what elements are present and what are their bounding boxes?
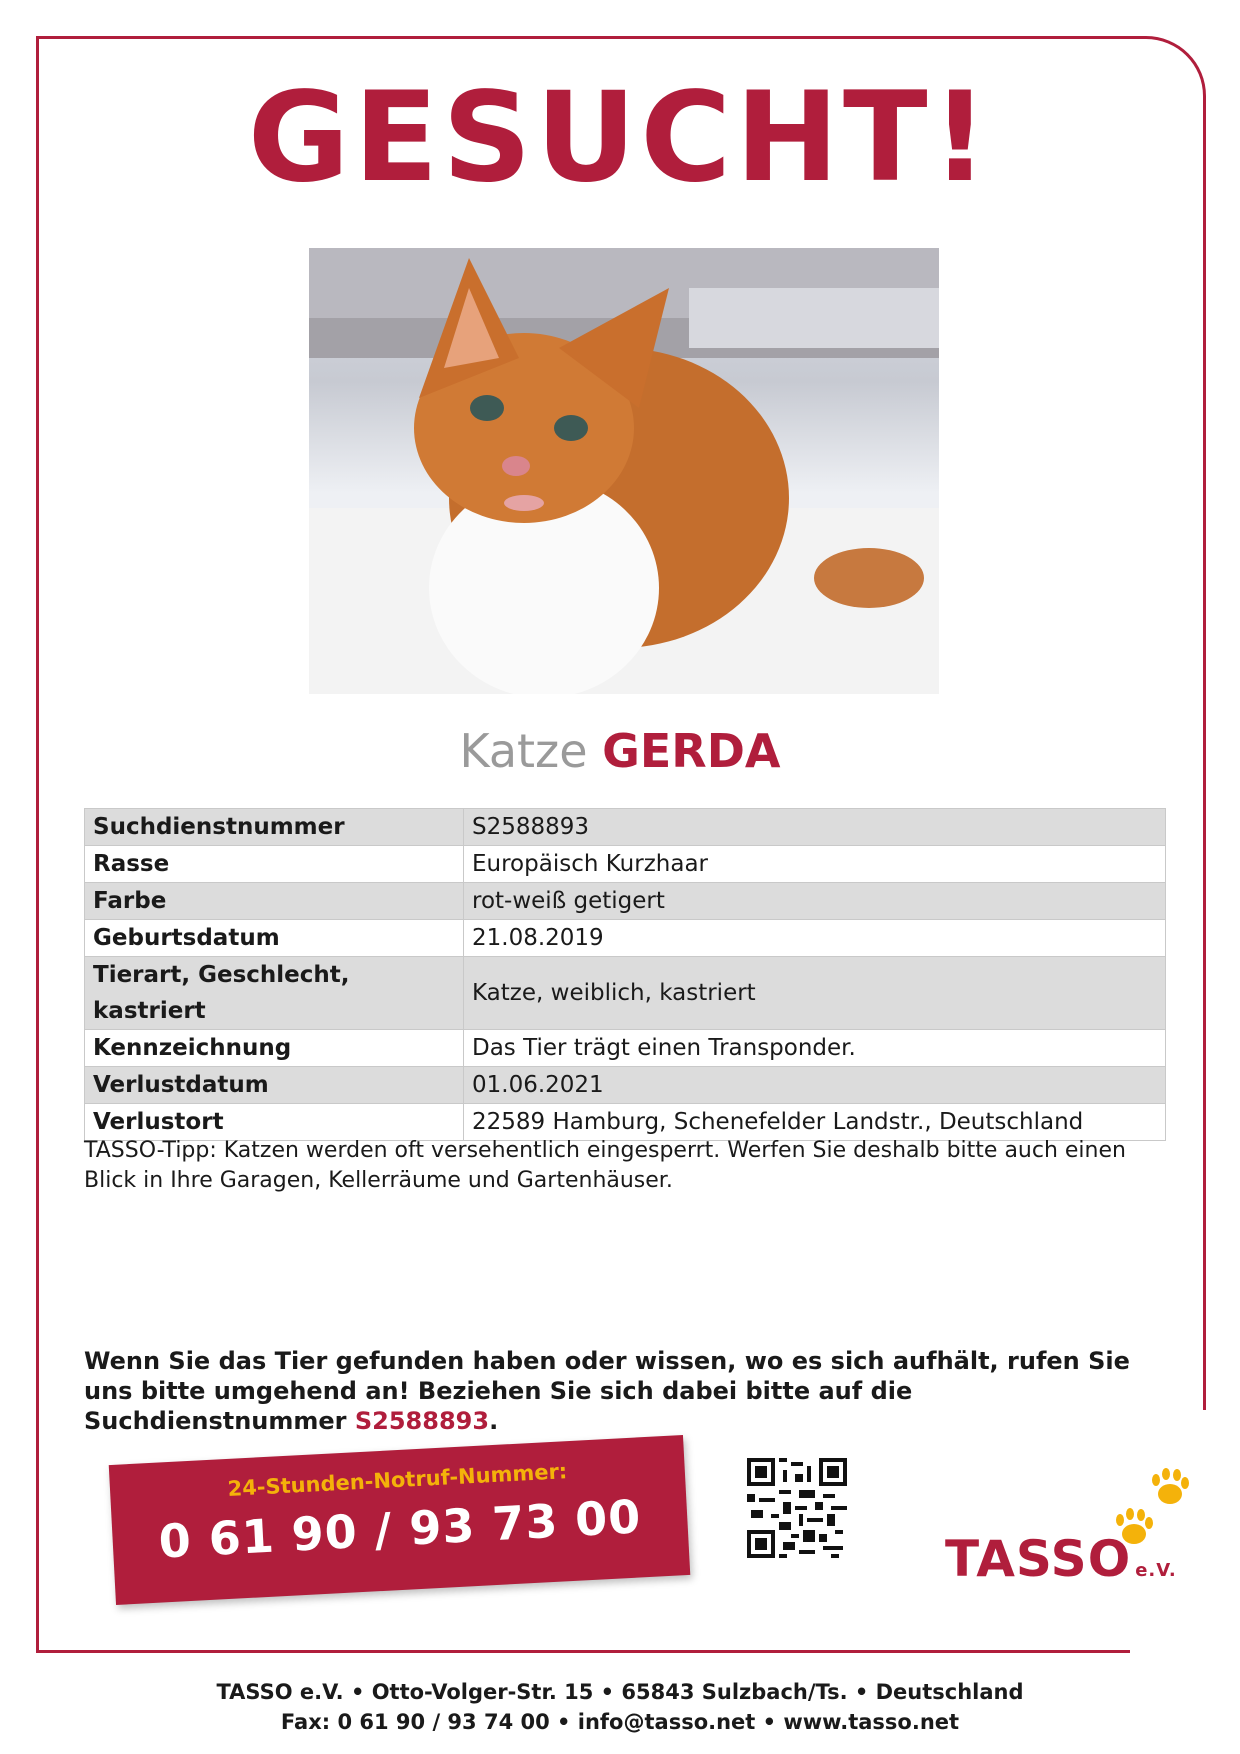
row-label: Kennzeichnung: [85, 1030, 464, 1067]
frame-gap: [1200, 1410, 1212, 1660]
row-value: S2588893: [464, 809, 1166, 846]
row-label: Tierart, Geschlecht, kastriert: [85, 957, 464, 1030]
hotline-label: 24-Stunden-Notruf-Nummer:: [226, 1459, 568, 1501]
row-value: Das Tier trägt einen Transponder.: [464, 1030, 1166, 1067]
table-row: [85, 846, 1166, 883]
table-row: [85, 920, 1166, 957]
row-label: Rasse: [85, 846, 464, 883]
footer: [0, 1677, 1240, 1737]
pet-photo: [309, 248, 939, 694]
table-row: [85, 883, 1166, 920]
hotline-number[interactable]: 0 61 90 / 93 73 00: [157, 1489, 643, 1569]
table-row: [85, 809, 1166, 846]
call-text: Wenn Sie das Tier gefunden haben oder wissen, wo es sich aufhält, rufen Sie uns bitte umgehend an! Beziehen Sie sich dabei bitte auf die Suchdienstnummer: [84, 1347, 1130, 1435]
row-label: Geburtsdatum: [85, 920, 464, 957]
row-value: 22589 Hamburg, Schenefelder Landstr., Deutschland: [464, 1104, 1166, 1141]
row-value: Europäisch Kurzhaar: [464, 846, 1166, 883]
row-label: Verlustort: [85, 1104, 464, 1141]
row-value: Katze, weiblich, kastriert: [464, 957, 1166, 1030]
row-label: Verlustdatum: [85, 1067, 464, 1104]
tasso-tip: TASSO-Tipp: Katzen werden oft versehentlich eingesperrt. Werfen Sie deshalb bitte auch einen Blick in Ihre Garagen, Kellerräume und Gartenhäuser.: [84, 1138, 1126, 1193]
logo-name: TASSO: [945, 1530, 1132, 1588]
table-row: [85, 1104, 1166, 1141]
row-value: 21.08.2019: [464, 920, 1166, 957]
row-label: Farbe: [85, 883, 464, 920]
row-value: 01.06.2021: [464, 1067, 1166, 1104]
pet-species: Katze: [459, 724, 588, 778]
pet-name: GERDA: [602, 724, 781, 778]
logo-suffix: e.V.: [1135, 1560, 1177, 1581]
table-row: [85, 957, 1166, 1030]
pet-name-line: [0, 724, 1240, 779]
call-end: .: [489, 1407, 499, 1435]
frame-bottom-line: [36, 1650, 1130, 1653]
table-row: [85, 1030, 1166, 1067]
call-to-action: [84, 1346, 1164, 1436]
tasso-logo: [945, 1530, 1177, 1588]
footer-address: TASSO e.V. • Otto-Volger-Str. 15 • 65843 Sulzbach/Ts. • Deutschland: [216, 1680, 1024, 1704]
headline: GESUCHT!: [247, 66, 993, 210]
row-value: rot-weiß getigert: [464, 883, 1166, 920]
details-table: [84, 808, 1166, 1141]
row-label: Suchdienstnummer: [85, 809, 464, 846]
qr-code-icon[interactable]: [747, 1458, 847, 1558]
search-number-reference: S2588893: [354, 1407, 490, 1435]
footer-contact: Fax: 0 61 90 / 93 74 00 • info@tasso.net • www.tasso.net: [280, 1710, 960, 1734]
table-row: [85, 1067, 1166, 1104]
